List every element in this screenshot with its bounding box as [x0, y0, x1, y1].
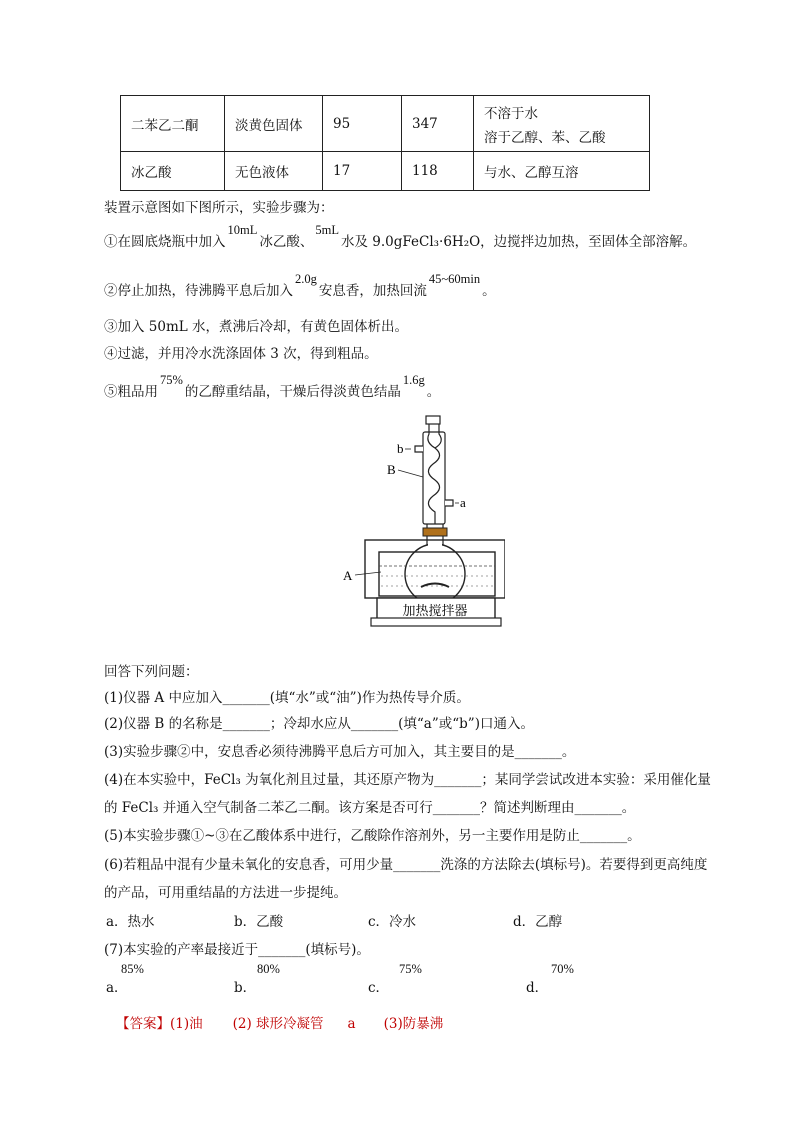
table-row	[121, 152, 650, 191]
option-c: c．冷水	[368, 914, 417, 930]
question-6-line-2: 的产品，可用重结晶的方法进一步提纯。	[104, 885, 347, 901]
apparatus-figure	[335, 412, 505, 630]
question-2: (2)仪器 B 的名称是_______；冷却水应从_______(填“a”或“b”)口通入。	[104, 716, 534, 732]
question-5: (5)本实验步骤①~③在乙酸体系中进行，乙酸除作溶剂外，另一主要作用是防止_______。	[104, 828, 641, 844]
questions-intro: 回答下列问题：	[104, 664, 199, 680]
label-b: b	[397, 441, 404, 456]
step-1	[104, 223, 697, 250]
option-b: b．乙酸	[234, 914, 284, 930]
step-value: 75%	[160, 373, 183, 387]
option-c-value: 75%	[399, 962, 422, 976]
stirrer-label: 加热搅拌器	[402, 604, 468, 619]
answer-2b: a	[347, 1016, 356, 1032]
step-text: 安息香，加热回流	[318, 283, 427, 299]
label-B: B	[387, 462, 396, 477]
table-cell-state: 淡黄色固体	[225, 96, 323, 152]
step-text: 的乙醇重结晶，干燥后得淡黄色结晶	[184, 384, 401, 400]
label-A: A	[343, 568, 353, 583]
step-text: 冰乙酸、	[259, 234, 314, 250]
condenser-jacket	[423, 432, 445, 524]
step-3: ③加入 50mL 水，煮沸后冷却，有黄色固体析出。	[104, 319, 409, 335]
table-cell-bp: 347	[402, 96, 474, 152]
question-7: (7)本实验的产率最接近于_______(填标号)。	[104, 942, 370, 958]
step-2	[104, 272, 496, 299]
question-1: (1)仪器 A 中应加入_______(填“水”或“油”)作为热传导介质。	[104, 690, 470, 706]
step-text: ①在圆底烧瓶中加入	[104, 234, 226, 250]
option-a: a．	[106, 980, 128, 996]
intro-text: 装置示意图如下图所示，实验步骤为：	[104, 200, 334, 216]
table-cell-state: 无色液体	[225, 152, 323, 191]
table-cell-name: 二苯乙二酮	[121, 96, 225, 152]
port-a	[445, 500, 453, 506]
option-d: d．乙醇	[513, 914, 563, 930]
step-text: ⑤粗品用	[104, 384, 158, 400]
question-4-line-1: (4)在本实验中，FeCl₃ 为氧化剂且过量，其还原产物为_______；某同学尝试改进本实验：采用催化量	[104, 772, 711, 788]
table-row	[121, 96, 650, 152]
question-3: (3)实验步骤②中，安息香必须待沸腾平息后方可加入，其主要目的是_______。	[104, 744, 576, 760]
table-cell-mp: 95	[323, 96, 402, 152]
question-6-line-1: (6)若粗品中混有少量未氧化的安息香，可用少量_______洗涤的方法除去(填标号)。若要得到更高纯度	[104, 857, 708, 873]
option-c: c．	[368, 980, 390, 996]
step-text: 。	[426, 384, 441, 400]
stopper	[423, 528, 447, 536]
table-cell-solubility	[474, 96, 650, 152]
step-value: 10mL	[227, 223, 258, 237]
label-a: a	[460, 495, 466, 510]
property-table	[120, 95, 650, 191]
answer-3: (3)防暴沸	[383, 1016, 444, 1032]
answer-2: (2) 球形冷凝管	[232, 1016, 324, 1032]
option-d: d．	[526, 980, 549, 996]
round-bottom-flask	[405, 544, 465, 604]
answer-tag: 【答案】	[116, 1016, 170, 1032]
step-value: 1.6g	[402, 373, 425, 387]
step-4: ④过滤，并用冷水洗涤固体 3 次，得到粗品。	[104, 346, 378, 362]
solubility-line: 不溶于水	[484, 105, 538, 122]
condenser-top	[426, 416, 440, 424]
option-b-value: 80%	[257, 962, 280, 976]
step-text: 。	[482, 283, 496, 299]
table-cell-mp: 17	[323, 152, 402, 191]
option-a-value: 85%	[121, 962, 144, 976]
step-value: 5mL	[315, 223, 339, 237]
table-cell-bp: 118	[402, 152, 474, 191]
step-text: ②停止加热，待沸腾平息后加入	[104, 283, 293, 299]
solubility-line: 溶于乙醇、苯、乙酸	[484, 129, 606, 146]
step-text: 水及 9.0gFeCl₃·6H₂O，边搅拌边加热，至固体全部溶解。	[340, 234, 697, 250]
option-b: b．	[234, 980, 257, 996]
option-d-value: 70%	[551, 962, 574, 976]
port-b	[415, 446, 423, 452]
answer-line	[116, 1012, 443, 1032]
step-value: 45~60min	[428, 272, 481, 286]
question-4-line-2: 的 FeCl₃ 并通入空气制备二苯乙二酮。该方案是否可行_______？简述判断理由_______。	[104, 800, 636, 816]
table-cell-name: 冰乙酸	[121, 152, 225, 191]
table-cell-solubility: 与水、乙醇互溶	[474, 152, 650, 191]
option-a: a．热水	[106, 914, 155, 930]
step-value: 2.0g	[295, 272, 317, 286]
step-5	[104, 373, 441, 400]
answer-1: (1)油	[170, 1016, 203, 1032]
condenser-bulbs	[428, 424, 440, 524]
